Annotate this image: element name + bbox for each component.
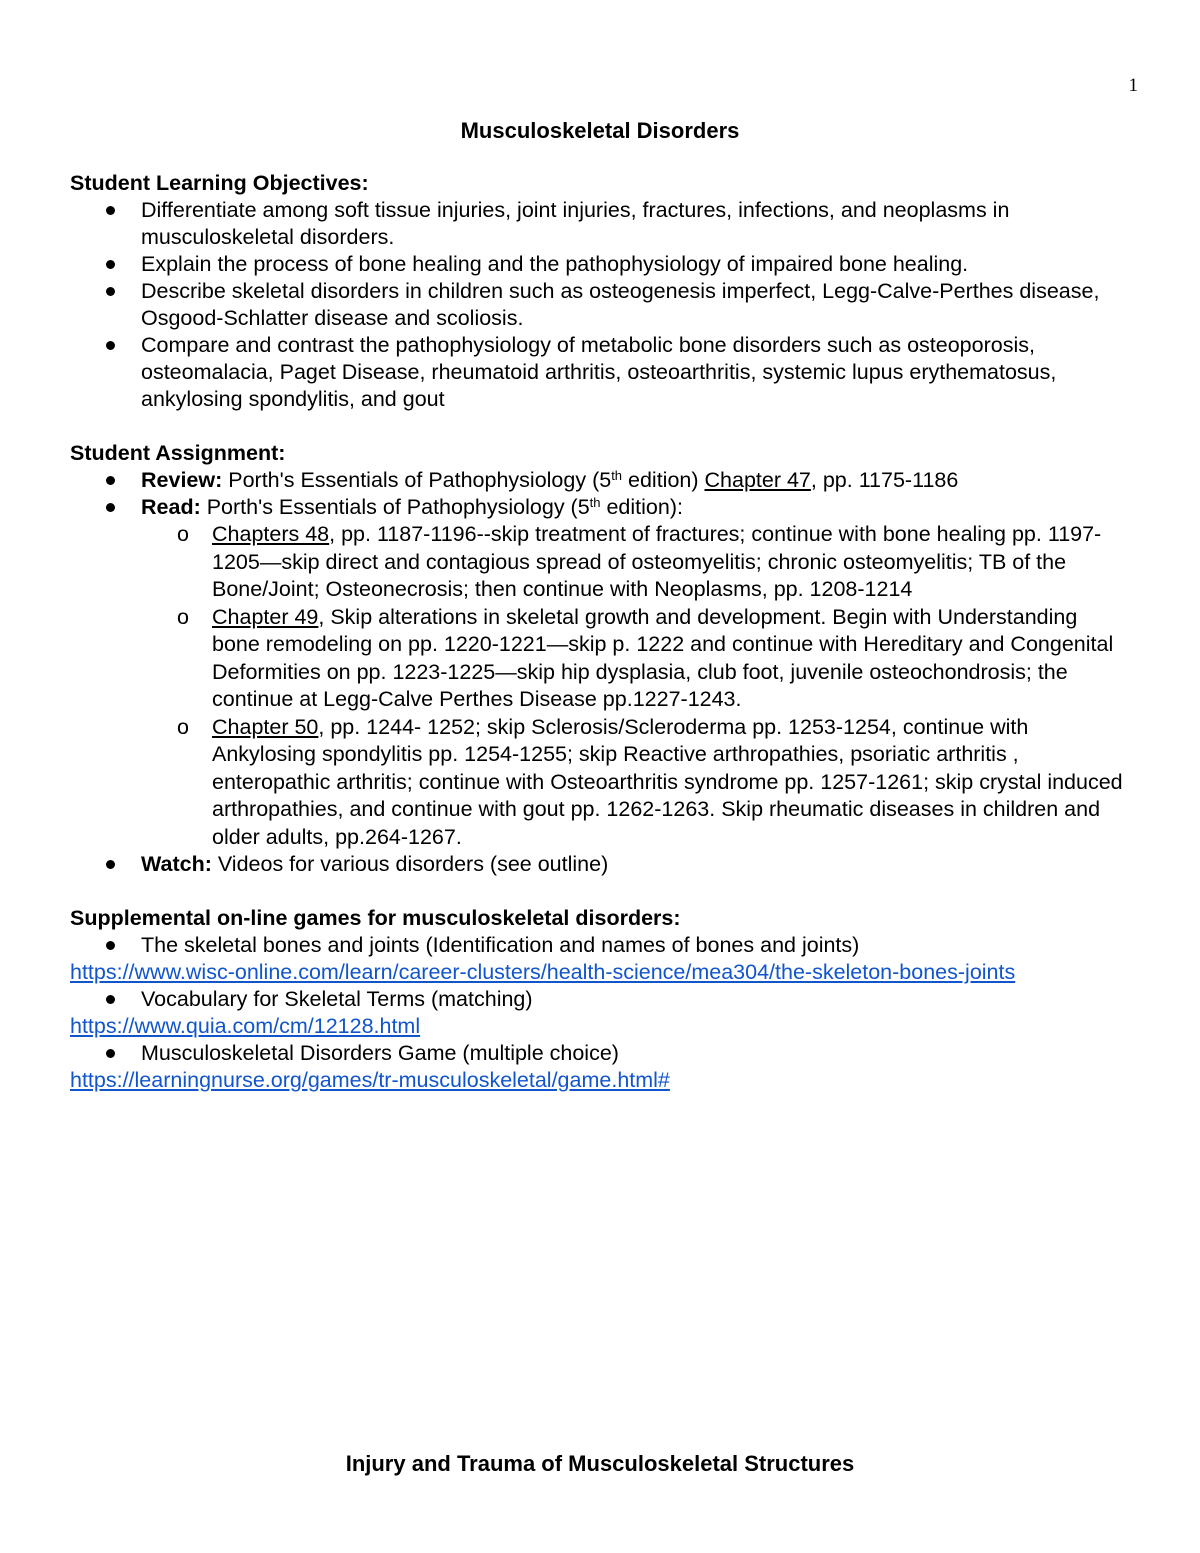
game-link-skeleton[interactable]: https://www.wisc-online.com/learn/career-clusters/health-science/mea304/the-skeleton-bones-joints (70, 960, 1016, 984)
review-label: Review: (141, 468, 223, 492)
read-sub-item (141, 521, 1130, 604)
review-text-a: Porth's Essentials of Pathophysiology (5 (222, 468, 612, 492)
read-text-a: Porth's Essentials of Pathophysiology (5 (200, 495, 590, 519)
read-sub-text: , Skip alterations in skeletal growth and development. Begin with Understanding bone remodeling on pp. 1220-1221—skip p. 1222 and continue with Hereditary and Congenital Deformities on pp. 1223-1225—skip hip dysplasia, club foot, juvenile osteochondrosis; the continue at Legg-Calve Perthes Disease pp.1227-1243. (212, 604, 1114, 711)
objective-item: Describe skeletal disorders in children such as osteogenesis imperfect, Legg-Calve-Perthes disease, Osgood-Schlatter disease and scoliosis. (70, 278, 1130, 332)
read-sub-text: , pp. 1244- 1252; skip Sclerosis/Scleroderma pp. 1253-1254, continue with Ankylosing spondylitis pp. 1254-1255; skip Reactive arthropathies, psoriatic arthritis , enteropathic arthritis; continue with Osteoarthritis syndrome pp. 1257-1261; skip crystal induced arthropathies, and continue with gout pp. 1262-1263. Skip rheumatic diseases in children and older adults, pp.264-1267. (212, 714, 1123, 849)
objective-item: Differentiate among soft tissue injuries, joint injuries, fractures, infections, and neoplasms in musculoskeletal disorders. (70, 197, 1130, 251)
review-sup: th (611, 468, 623, 483)
read-label: Read: (141, 495, 201, 519)
supplemental-item-2 (70, 986, 1130, 1013)
read-sub-text: , pp. 1187-1196--skip treatment of fractures; continue with bone healing pp. 1197-1205—skip direct and contagious spread of osteomyelitis; chronic osteomyelitis; TB of the Bone/Joint; Osteonecrosis; then continue with Neoplasms, pp. 1208-1214 (212, 522, 1102, 601)
game-description: The skeletal bones and joints (Identification and names of bones and joints) (70, 932, 1130, 959)
review-chapter: Chapter 47 (704, 468, 811, 492)
read-sub-item (141, 604, 1130, 714)
watch-text: Videos for various disorders (see outline) (211, 852, 609, 876)
read-sub-chapter: Chapter 49 (212, 604, 319, 629)
read-sub-chapter: Chapters 48 (212, 522, 330, 546)
read-sup: th (589, 495, 601, 510)
assignment-read (70, 494, 1130, 851)
section-heading-injury: Injury and Trauma of Musculoskeletal Structures (345, 1451, 855, 1476)
document-title: Musculoskeletal Disorders (460, 118, 740, 143)
read-text-b: edition): (600, 495, 683, 519)
assignment-heading: Student Assignment: (70, 441, 286, 465)
objectives-list (70, 197, 1130, 413)
assignment-watch (70, 851, 1130, 878)
review-text-c: , pp. 1175-1186 (810, 468, 959, 492)
game-description: Vocabulary for Skeletal Terms (matching) (70, 986, 1130, 1013)
game-link-quia[interactable]: https://www.quia.com/cm/12128.html (70, 1014, 421, 1038)
page-number: 1 (1128, 75, 1138, 96)
read-sublist (70, 521, 1130, 851)
read-sub-item (141, 714, 1130, 852)
supplemental-heading: Supplemental on-line games for musculoskeletal disorders: (70, 906, 681, 930)
assignment-review (70, 467, 1130, 494)
read-sub-chapter: Chapter 50 (212, 714, 319, 739)
game-description: Musculoskeletal Disorders Game (multiple choice) (70, 1040, 1130, 1067)
assignment-list (70, 467, 1130, 878)
objectives-heading: Student Learning Objectives: (70, 171, 369, 195)
review-text-b: edition) (622, 468, 705, 492)
watch-label: Watch: (141, 852, 212, 876)
supplemental-item-3 (70, 1040, 1130, 1067)
objective-item: Explain the process of bone healing and the pathophysiology of impaired bone healing. (70, 251, 1130, 278)
game-link-learningnurse[interactable]: https://learningnurse.org/games/tr-musculoskeletal/game.html# (70, 1068, 670, 1092)
supplemental-item-1 (70, 932, 1130, 959)
document-body (70, 170, 1130, 1094)
objective-item: Compare and contrast the pathophysiology of metabolic bone disorders such as osteoporosis, osteomalacia, Paget Disease, rheumatoid arthritis, osteoarthritis, systemic lupus erythematosus, ankylosing spondylitis, and gout (70, 332, 1130, 413)
